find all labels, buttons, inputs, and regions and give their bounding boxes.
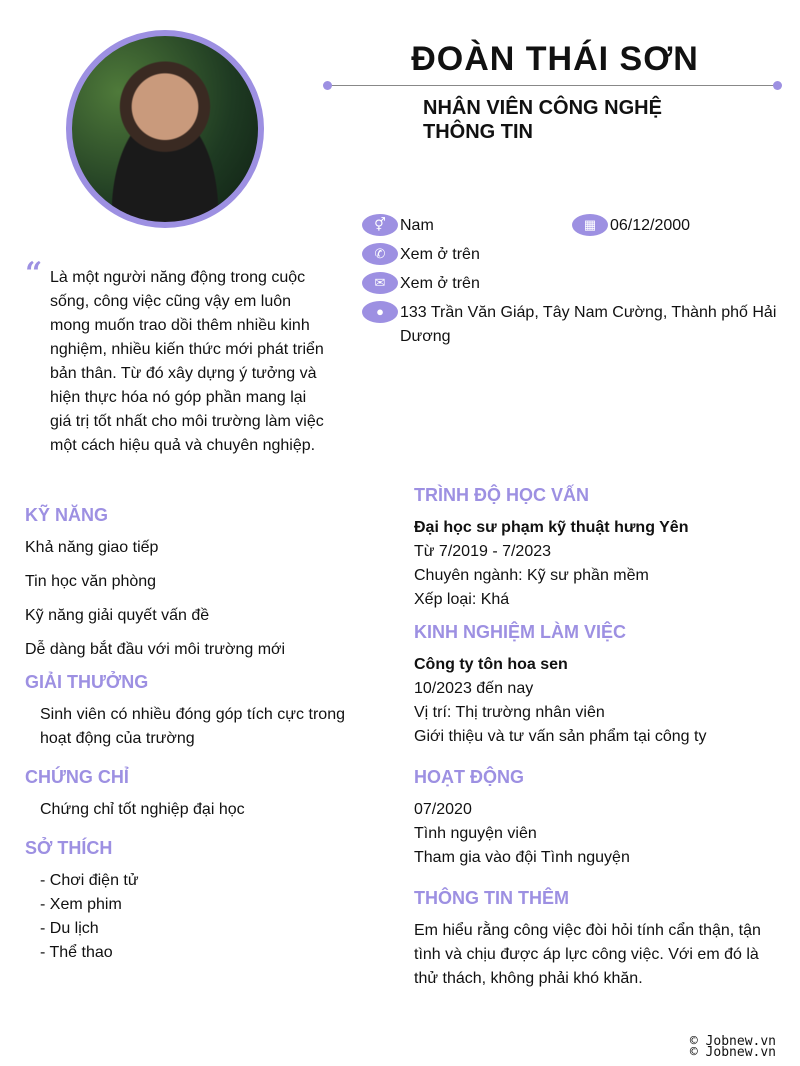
award-item: Sinh viên có nhiều đóng góp tích cực trong hoạt động của trường (40, 706, 345, 747)
education-period: Từ 7/2019 - 7/2023 (414, 543, 552, 560)
divider (328, 85, 778, 86)
activity-entry (414, 798, 784, 870)
experience-position: Vị trí: Thị trường nhân viên (414, 704, 605, 721)
right-column (414, 485, 784, 991)
about-text: Là một người năng động trong cuộc sống, công việc cũng vậy em luôn mong muốn trao dồi thêm nhiều kinh nghiệm, nhiều kiến thức mới phát triển bản thân. Từ đó xây dựng ý tưởng và hiện thực hóa nó góp phần mang lại giá trị tốt nhất cho môi trường làm việc một cách hiệu quả và chuyên nghiệp. (50, 269, 324, 454)
experience-desc: Giới thiệu và tư vấn sản phẩm tại công ty (414, 728, 707, 745)
contact-address: ● 133 Trần Văn Giáp, Tây Nam Cường, Thành phố Hải Dương (362, 301, 787, 349)
hobbies-heading: SỞ THÍCH (25, 838, 113, 858)
school-name: Đại học sư phạm kỹ thuật hưng Yên (414, 519, 689, 536)
hobbies-list (40, 869, 345, 965)
company-name: Công ty tôn hoa sen (414, 656, 568, 673)
education-heading: TRÌNH ĐỘ HỌC VẤN (414, 485, 589, 505)
awards-heading: GIẢI THƯỞNG (25, 672, 149, 692)
cert-item: Chứng chỉ tốt nghiệp đại học (40, 801, 245, 818)
activity-date: 07/2020 (414, 801, 472, 818)
activity-role: Tình nguyện viên (414, 825, 537, 842)
phone-icon: ✆ (362, 243, 398, 265)
certs-heading: CHỨNG CHỈ (25, 767, 129, 787)
contact-birthday: ▦ 06/12/2000 (572, 214, 690, 238)
gender-icon: ⚥ (362, 214, 398, 236)
more-info-text: Em hiểu rằng công việc đòi hỏi tính cẩn thận, tận tình và chịu được áp lực công việc. Với em đó là thử thách, không phải khó khăn. (414, 922, 761, 987)
left-column (25, 505, 345, 965)
activity-desc: Tham gia vào đội Tình nguyện (414, 849, 630, 866)
footer-watermark: © Jobnew.vn © Jobnew.vn (689, 1034, 776, 1060)
education-grade: Xếp loại: Khá (414, 591, 510, 608)
contact-email: ✉ Xem ở trên (362, 272, 480, 296)
profile-photo (66, 30, 264, 228)
location-pin-icon: ● (362, 301, 398, 323)
experience-entry (414, 653, 784, 749)
hobby-item: - Du lịch (40, 920, 99, 937)
skills-heading: KỸ NĂNG (25, 505, 109, 525)
hobby-item: - Xem phim (40, 896, 122, 913)
education-major: Chuyên ngành: Kỹ sư phần mềm (414, 567, 649, 584)
candidate-name: ĐOÀN THÁI SƠN (411, 40, 699, 78)
email-icon: ✉ (362, 272, 398, 294)
education-entry (414, 516, 784, 612)
job-title: NHÂN VIÊN CÔNG NGHỆ THÔNG TIN (423, 97, 662, 143)
quote-icon: “ (25, 256, 43, 291)
experience-heading: KINH NGHIỆM LÀM VIỆC (414, 622, 627, 642)
activities-heading: HOẠT ĐỘNG (414, 767, 524, 787)
skills-list (25, 536, 345, 662)
hobby-item: - Chơi điện tử (40, 872, 139, 889)
contact-phone: ✆ Xem ở trên (362, 243, 480, 267)
skill-item: Khả năng giao tiếp (25, 539, 159, 556)
divider-dot (323, 81, 332, 90)
hobby-item: - Thể thao (40, 944, 113, 961)
skill-item: Kỹ năng giải quyết vấn đề (25, 607, 210, 624)
calendar-icon: ▦ (572, 214, 608, 236)
skill-item: Tin học văn phòng (25, 573, 157, 590)
skill-item: Dễ dàng bắt đầu với môi trường mới (25, 641, 286, 658)
experience-period: 10/2023 đến nay (414, 680, 534, 697)
more-info-heading: THÔNG TIN THÊM (414, 888, 569, 908)
divider-dot (773, 81, 782, 90)
contact-gender: ⚥ Nam (362, 214, 434, 238)
